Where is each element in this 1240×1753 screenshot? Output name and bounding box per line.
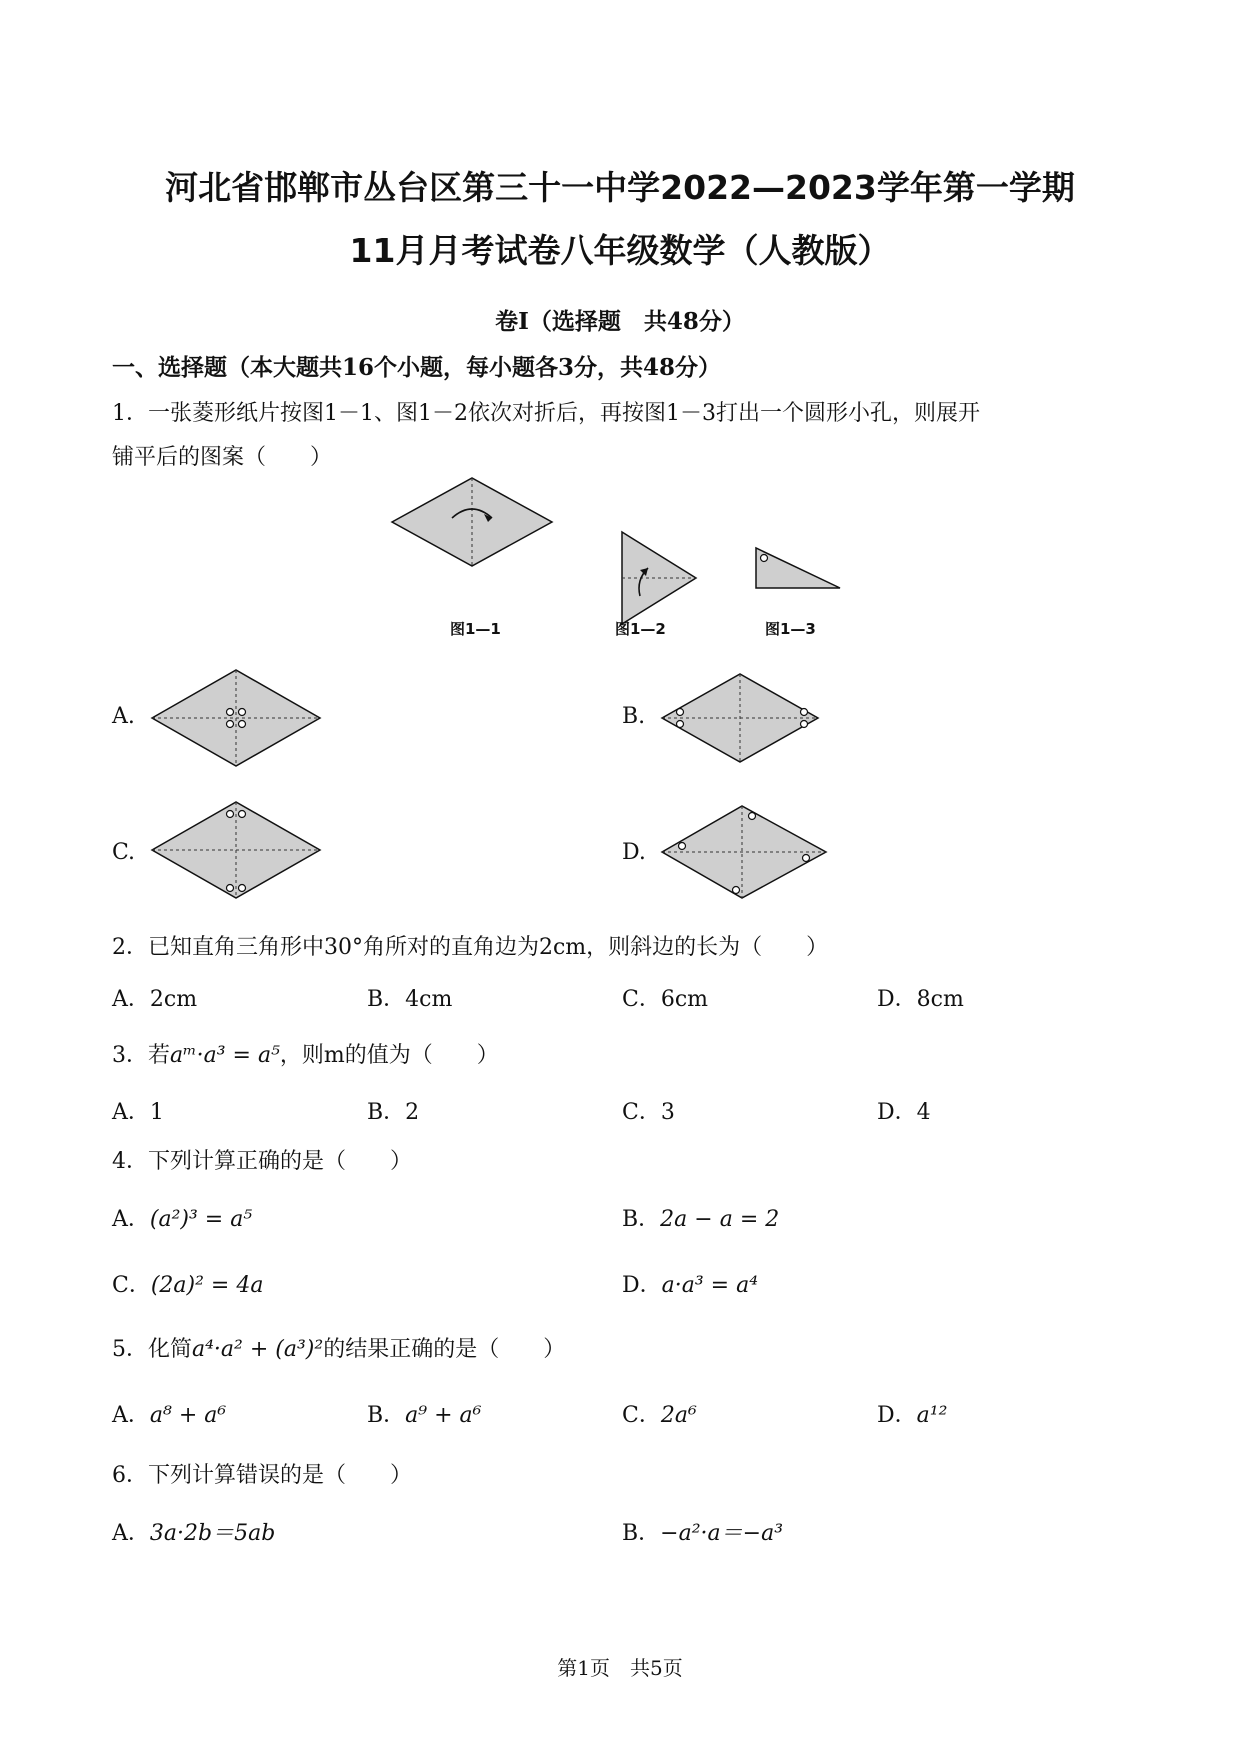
q2-option-b[interactable]: B．4cm xyxy=(367,987,453,1012)
q3-option-c[interactable]: C．3 xyxy=(622,1100,675,1125)
caption-fig-1-2: 图1—2 xyxy=(615,620,666,638)
q4-option-a-label: A． xyxy=(112,1207,150,1232)
q2-option-c[interactable]: C．6cm xyxy=(622,987,709,1012)
q4-stem: 4．下列计算正确的是（ ） xyxy=(112,1149,412,1174)
page-footer: 第1页 共5页 xyxy=(557,1656,683,1680)
q5-option-b-label: B． xyxy=(367,1403,406,1428)
q1-option-a-label: A. xyxy=(112,704,135,729)
q1-option-d-figure[interactable] xyxy=(660,804,838,902)
q5-option-c-label: C． xyxy=(622,1403,661,1428)
figure-1-1 xyxy=(380,470,560,580)
q4-option-c-label: C． xyxy=(112,1273,151,1298)
q4-option-b[interactable] xyxy=(622,1202,779,1233)
q2-option-a[interactable]: A．2cm xyxy=(112,987,198,1012)
q6-option-b[interactable] xyxy=(622,1516,783,1547)
q5-stem xyxy=(112,1332,565,1363)
q4-option-c[interactable] xyxy=(112,1268,263,1299)
q1-option-c-label: C. xyxy=(112,840,136,865)
q5-option-b-expr: a⁹ + a⁶ xyxy=(405,1403,482,1428)
figure-1-2 xyxy=(612,528,712,628)
q5-option-d[interactable] xyxy=(877,1398,947,1429)
q1-stem-line-1: 1．一张菱形纸片按图1－1、图1－2依次对折后，再按图1－3打出一个圆形小孔，则展开 xyxy=(112,401,980,426)
q4-option-d-expr: a·a³ = a⁴ xyxy=(661,1273,759,1298)
q4-option-d-label: D． xyxy=(622,1273,662,1298)
q5-option-c-expr: 2a⁶ xyxy=(660,1403,697,1428)
title-line-1: 河北省邯郸市丛台区第三十一中学2022—2023学年第一学期 xyxy=(165,168,1075,207)
q3-expression: aᵐ·a³ = a⁵ xyxy=(170,1043,280,1068)
q4-option-a-expr: (a²)³ = a⁵ xyxy=(149,1207,253,1232)
q6-option-a-expr: 3a·2b＝5ab xyxy=(149,1521,276,1546)
q5-option-a[interactable] xyxy=(112,1398,226,1429)
q5-expression: a⁴·a² + (a³)² xyxy=(192,1337,324,1362)
q3-option-d[interactable]: D．4 xyxy=(877,1100,931,1125)
q3-option-a[interactable]: A．1 xyxy=(112,1100,164,1125)
q1-stem-line-2: 铺平后的图案（ ） xyxy=(112,445,333,470)
caption-fig-1-1: 图1—1 xyxy=(450,620,501,638)
q6-option-b-expr: −a²·a＝−a³ xyxy=(660,1521,784,1546)
q5-option-d-expr: a¹² xyxy=(916,1403,948,1428)
q6-option-a[interactable] xyxy=(112,1516,275,1547)
caption-fig-1-3: 图1—3 xyxy=(765,620,816,638)
q1-option-b-label: B. xyxy=(622,704,646,729)
title-line-2: 11月月考试卷八年级数学（人教版） xyxy=(349,231,891,270)
q5-option-a-label: A． xyxy=(112,1403,150,1428)
q5-option-c[interactable] xyxy=(622,1398,697,1429)
part-one-heading: 一、选择题（本大题共16个小题，每小题各3分，共48分） xyxy=(112,354,722,381)
q4-option-b-expr: 2a − a = 2 xyxy=(660,1207,780,1232)
q6-option-a-label: A． xyxy=(112,1521,150,1546)
q1-option-d-label: D. xyxy=(622,840,646,865)
q3-stem xyxy=(112,1038,499,1069)
punched-hole xyxy=(761,555,768,562)
q3-option-b[interactable]: B．2 xyxy=(367,1100,420,1125)
figure-1-3 xyxy=(752,544,852,594)
section-header: 卷Ⅰ（选择题 共48分） xyxy=(495,308,745,335)
q5-option-b[interactable] xyxy=(367,1398,481,1429)
q2-option-d[interactable]: D．8cm xyxy=(877,987,964,1012)
q4-option-c-expr: (2a)² = 4a xyxy=(150,1273,264,1298)
q6-option-b-label: B． xyxy=(622,1521,661,1546)
q3-suffix: ，则m的值为（ ） xyxy=(279,1043,499,1068)
q4-option-a[interactable] xyxy=(112,1202,252,1233)
q4-option-b-label: B． xyxy=(622,1207,661,1232)
q1-option-c-figure[interactable] xyxy=(150,800,330,900)
small-triangle-shape xyxy=(756,548,840,588)
q5-suffix: 的结果正确的是（ ） xyxy=(323,1337,566,1362)
q6-stem: 6．下列计算错误的是（ ） xyxy=(112,1463,412,1488)
q1-option-a-figure[interactable] xyxy=(150,668,330,768)
q4-option-d[interactable] xyxy=(622,1268,758,1299)
q3-prefix: 3．若 xyxy=(112,1043,170,1068)
q2-stem: 2．已知直角三角形中30°角所对的直角边为2cm，则斜边的长为（ ） xyxy=(112,935,829,960)
q5-option-a-expr: a⁸ + a⁶ xyxy=(149,1403,227,1428)
q1-option-b-figure[interactable] xyxy=(660,672,830,768)
q5-option-d-label: D． xyxy=(877,1403,917,1428)
q5-prefix: 5．化简 xyxy=(112,1337,192,1362)
